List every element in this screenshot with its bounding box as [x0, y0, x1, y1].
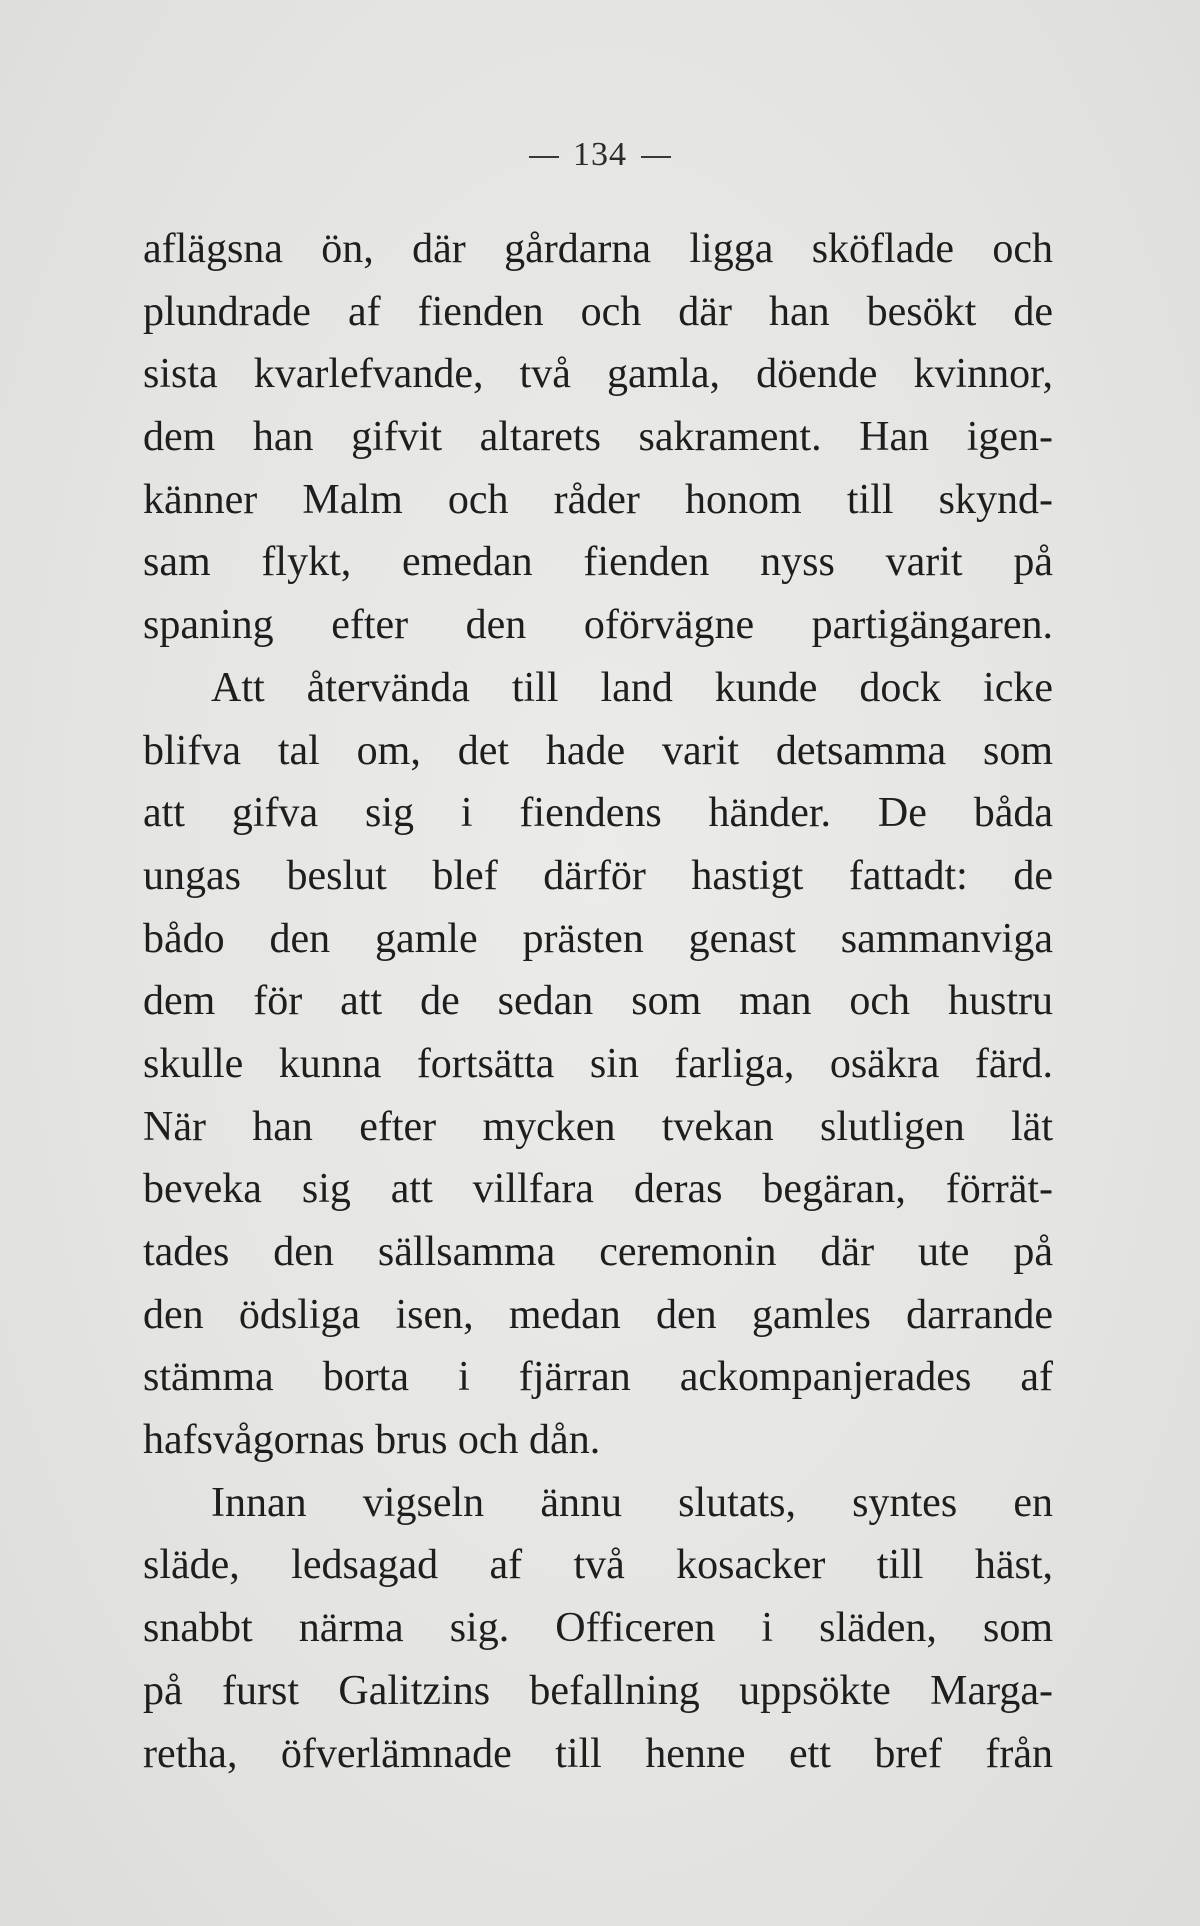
text-line: Innan vigseln ännu slutats, syntes en — [211, 1479, 1053, 1526]
text-line: stämma borta i fjärran ackompanjerades af — [143, 1354, 1053, 1401]
text-line: hafsvågornas brus och dån. — [143, 1417, 601, 1464]
text-line: bådo den gamle prästen genast sammanviga — [143, 915, 1053, 962]
page-number-dash-right — [641, 156, 671, 158]
text-line: ungas beslut blef därför hastigt fattadt: de — [143, 852, 1053, 899]
text-line: blifva tal om, det hade varit detsamma som — [143, 727, 1053, 774]
text-line: släde, ledsagad af två kosacker till häst, — [143, 1542, 1053, 1589]
text-line: beveka sig att villfara deras begäran, förrät- — [143, 1166, 1053, 1213]
text-line: snabbt närma sig. Officeren i släden, som — [143, 1605, 1053, 1652]
text-line: sam flykt, emedan fienden nyss varit på — [143, 539, 1053, 586]
text-line: sista kvarlefvande, två gamla, döende kvinnor, — [143, 351, 1053, 398]
page-number-text: 134 — [573, 136, 627, 173]
text-line: känner Malm och råder honom till skynd- — [143, 476, 1053, 523]
text-line: att gifva sig i fiendens händer. De båda — [143, 790, 1053, 837]
text-line: dem för att de sedan som man och hustru — [143, 978, 1053, 1025]
text-line: dem han gifvit altarets sakrament. Han igen- — [143, 414, 1053, 461]
text-line: den ödsliga isen, medan den gamles darrande — [143, 1291, 1053, 1338]
text-line: skulle kunna fortsätta sin farliga, osäkra färd. — [143, 1040, 1053, 1087]
text-line: Att återvända till land kunde dock icke — [211, 664, 1053, 711]
text-line: retha, öfverlämnade till henne ett bref från — [143, 1730, 1053, 1777]
page-number-dash-left — [529, 156, 559, 158]
text-line: aflägsna ön, där gårdarna ligga sköflade och — [143, 226, 1053, 272]
text-line: plundrade af fienden och där han besökt de — [143, 288, 1053, 335]
page-number — [0, 136, 1200, 174]
text-line: på furst Galitzins befallning uppsökte Marga- — [143, 1667, 1053, 1714]
text-line: När han efter mycken tvekan slutligen lät — [143, 1103, 1053, 1150]
body-text — [143, 218, 1053, 1785]
text-line: spaning efter den oförvägne partigängaren. — [143, 602, 1053, 649]
text-line: tades den sällsamma ceremonin där ute på — [143, 1229, 1053, 1275]
